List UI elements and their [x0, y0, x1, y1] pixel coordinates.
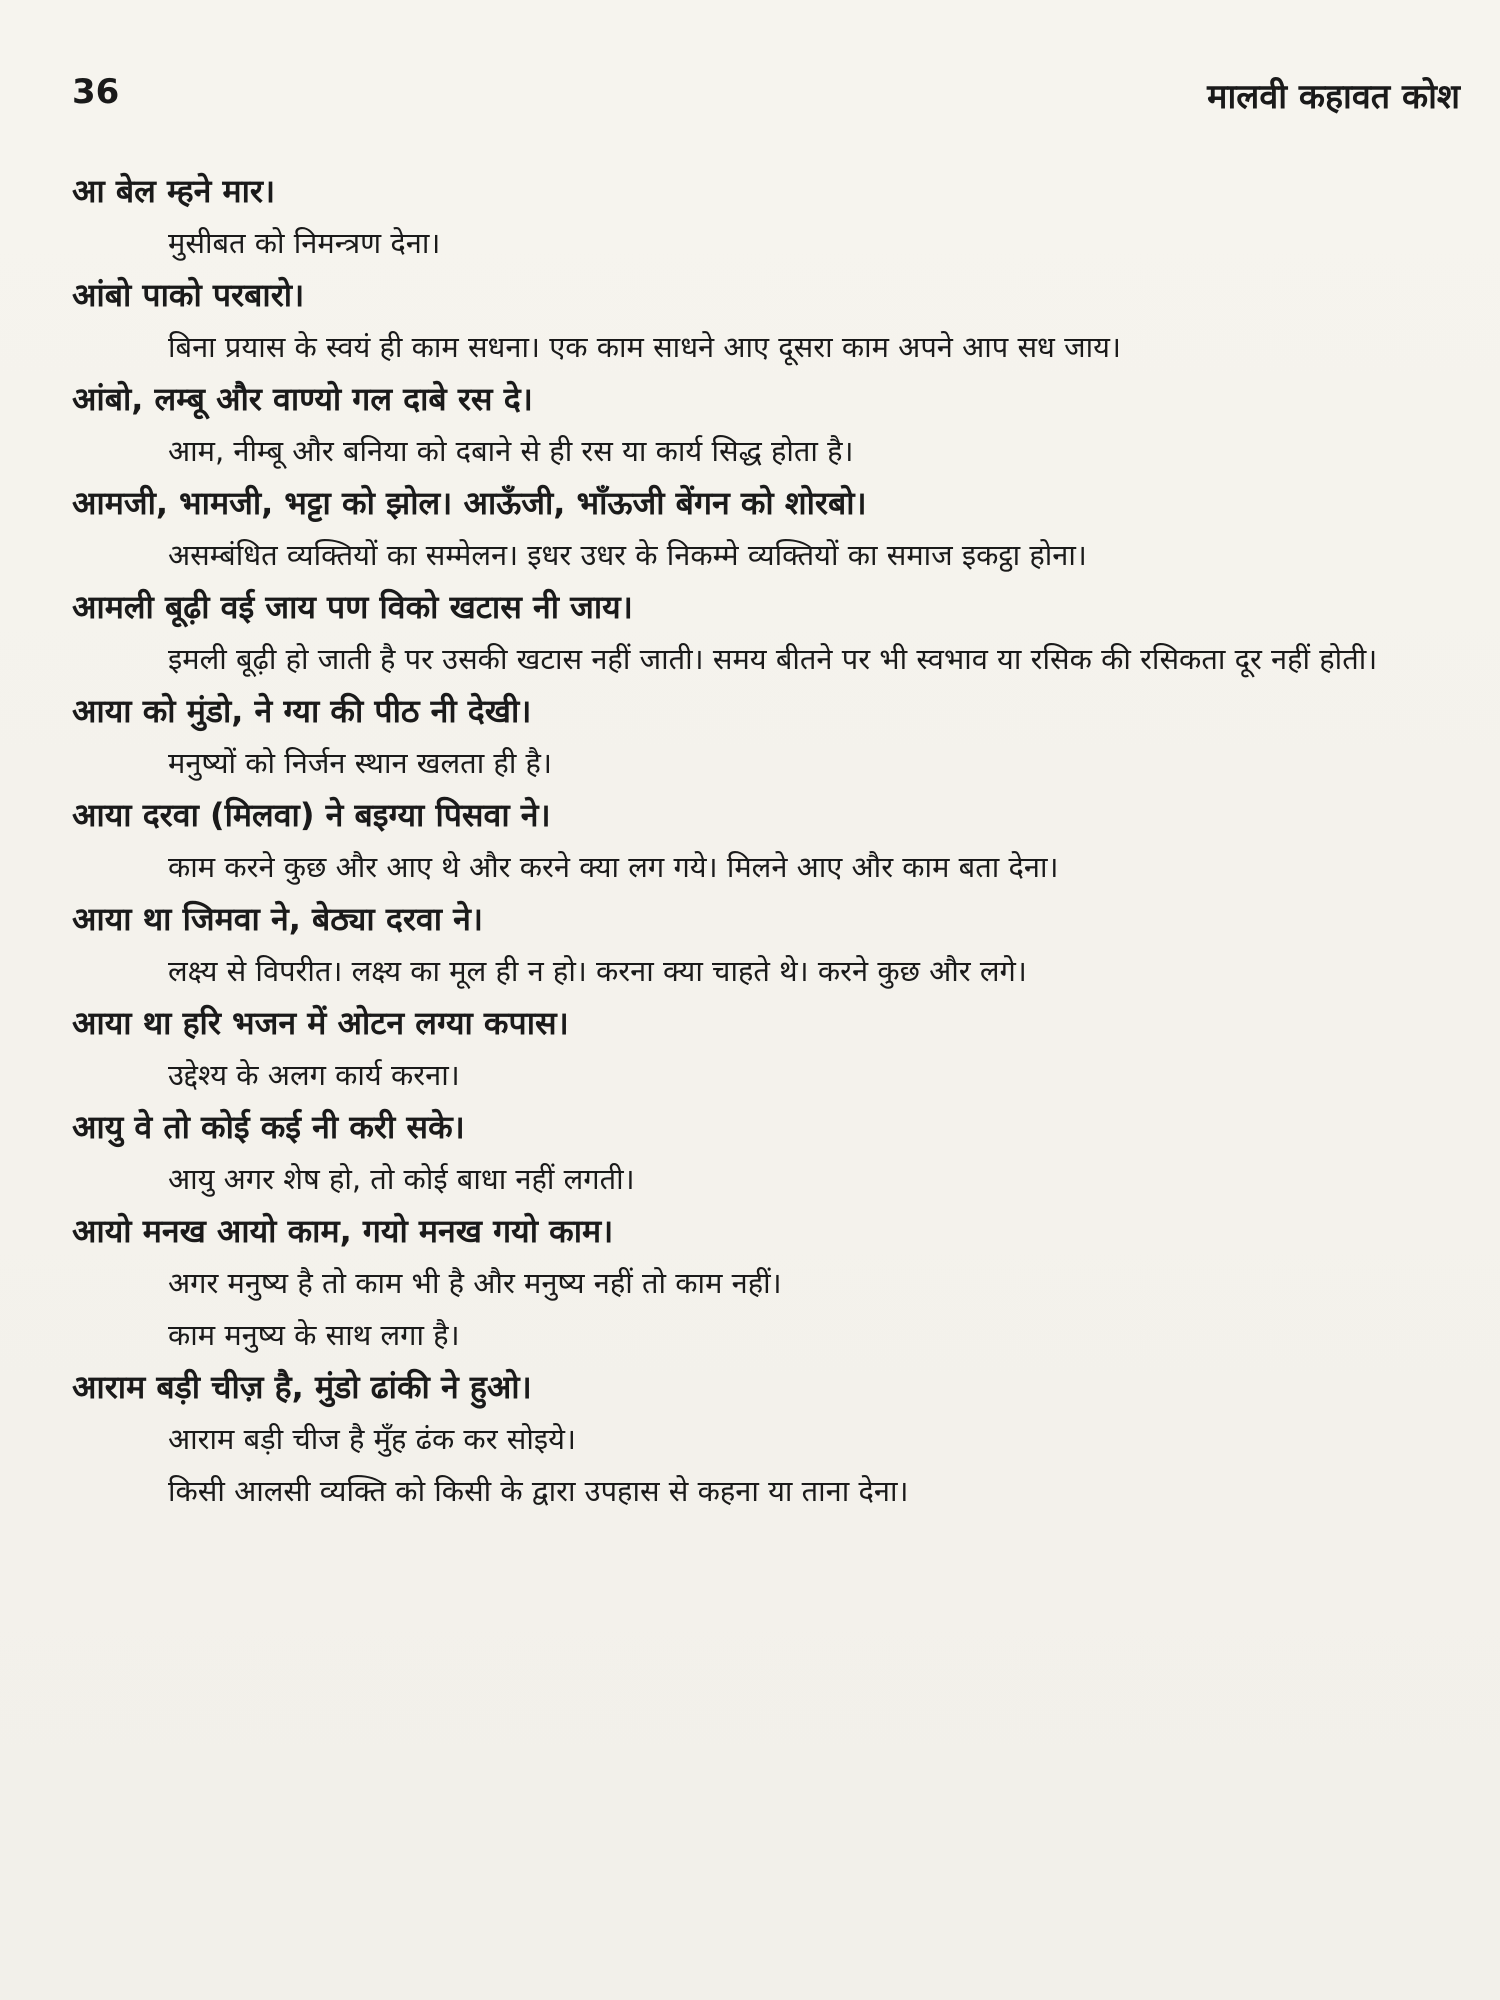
- proverb-meaning: काम करने कुछ और आए थे और करने क्या लग गये। मिलने आए और काम बता देना।: [168, 850, 1059, 884]
- proverb-headword: आया था जिमवा ने, बेठ्या दरवा ने।: [72, 900, 484, 938]
- proverb-meaning: उद्देश्य के अलग कार्य करना।: [168, 1058, 460, 1092]
- proverb-headword: आमली बूढ़ी वई जाय पण विको खटास नी जाय।: [72, 588, 633, 626]
- proverb-headword: आंबो पाको परबारो।: [72, 276, 305, 314]
- proverb-entry: [72, 1205, 1472, 1361]
- proverb-meaning: मुसीबत को निमन्त्रण देना।: [168, 226, 441, 260]
- proverb-meaning: आराम बड़ी चीज है मुँह ढंक कर सोइये।: [168, 1422, 576, 1456]
- proverb-headword: आमजी, भामजी, भट्टा को झोल। आऊँजी, भाँऊजी बेंगन को शोरबो।: [72, 484, 867, 522]
- proverb-meaning: मनुष्यों को निर्जन स्थान खलता ही है।: [168, 746, 552, 780]
- proverb-meaning: आयु अगर शेष हो, तो कोई बाधा नहीं लगती।: [168, 1162, 635, 1196]
- proverb-entry: [72, 269, 1472, 373]
- proverb-entry: [72, 581, 1472, 685]
- proverb-meaning: अगर मनुष्य है तो काम भी है और मनुष्य नहीं तो काम नहीं।: [168, 1266, 782, 1300]
- proverb-headword: आया को मुंडो, ने ग्या की पीठ नी देखी।: [72, 692, 532, 730]
- proverb-entry: [72, 477, 1472, 581]
- proverb-meaning: बिना प्रयास के स्वयं ही काम सधना। एक काम साधने आए दूसरा काम अपने आप सध जाय।: [168, 330, 1121, 364]
- proverb-list: [72, 165, 1472, 1517]
- proverb-entry: [72, 893, 1472, 997]
- running-title: मालवी कहावत कोश: [1207, 77, 1460, 117]
- proverb-meaning: किसी आलसी व्यक्ति को किसी के द्वारा उपहास से कहना या ताना देना।: [168, 1474, 909, 1508]
- page-number: 36: [72, 72, 120, 112]
- page-header: [72, 72, 1460, 132]
- proverb-meaning: असम्बंधित व्यक्तियों का सम्मेलन। इधर उधर के निकम्मे व्यक्तियों का समाज इकट्ठा होना।: [168, 538, 1087, 572]
- proverb-entry: [72, 373, 1472, 477]
- proverb-headword: आया दरवा (मिलवा) ने बइग्या पिसवा ने।: [72, 796, 551, 834]
- proverb-meaning: काम मनुष्य के साथ लगा है।: [168, 1318, 460, 1352]
- proverb-entry: [72, 165, 1472, 269]
- proverb-entry: [72, 789, 1472, 893]
- proverb-headword: आराम बड़ी चीज़ है, मुंडो ढांकी ने हुओ।: [72, 1368, 532, 1406]
- proverb-headword: आयु वे तो कोई कई नी करी सके।: [72, 1108, 465, 1146]
- proverb-headword: आंबो, लम्बू और वाण्यो गल दाबे रस दे।: [72, 380, 533, 418]
- proverb-headword: आ बेल म्हने मार।: [72, 172, 276, 210]
- proverb-headword: आयो मनख आयो काम, गयो मनख गयो काम।: [72, 1212, 614, 1250]
- proverb-entry: [72, 997, 1472, 1101]
- proverb-entry: [72, 1101, 1472, 1205]
- proverb-meaning: आम, नीम्बू और बनिया को दबाने से ही रस या कार्य सिद्ध होता है।: [168, 434, 854, 468]
- proverb-meaning: लक्ष्य से विपरीत। लक्ष्य का मूल ही न हो। करना क्या चाहते थे। करने कुछ और लगे।: [168, 954, 1027, 988]
- proverb-meaning: इमली बूढ़ी हो जाती है पर उसकी खटास नहीं जाती। समय बीतने पर भी स्वभाव या रसिक की रसिकता दूर नहीं होती।: [168, 642, 1378, 676]
- proverb-headword: आया था हरि भजन में ओटन लग्या कपास।: [72, 1004, 569, 1042]
- proverb-entry: [72, 1361, 1472, 1517]
- proverb-entry: [72, 685, 1472, 789]
